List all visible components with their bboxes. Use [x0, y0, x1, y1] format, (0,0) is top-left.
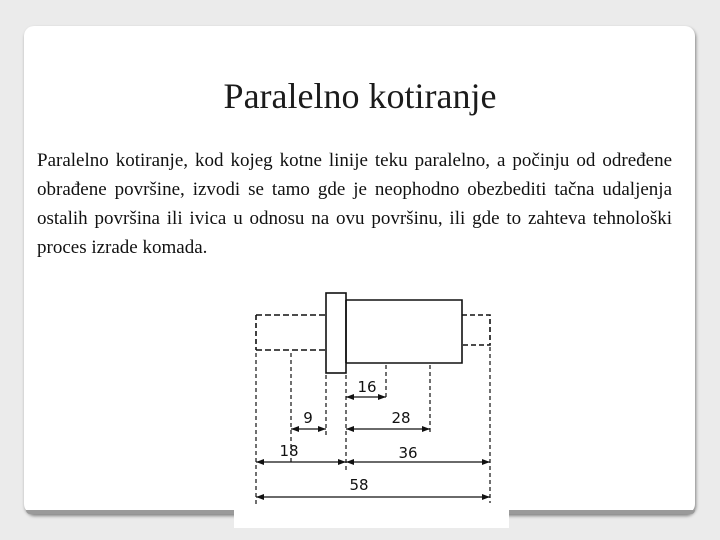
dimension-label-28: 28 — [391, 409, 411, 427]
slide-body-text: Paralelno kotiranje, kod kojeg kotne linije teku paralelno, a počinju od određene obrađene površine, izvodi se tamo gde je neophodno obezbediti tačna udaljenja ostalih površina ili ivica u odnosu na ovu površinu, ili gde to zahteva tehnološki proces izrade komada. — [37, 150, 672, 258]
slide-title: Paralelno kotiranje — [223, 76, 497, 116]
dimension-label-16: 16 — [357, 378, 377, 396]
technical-drawing — [234, 285, 509, 528]
dimension-label-18: 18 — [279, 442, 299, 460]
dimension-label-36: 36 — [398, 444, 418, 462]
dimension-label-58: 58 — [349, 476, 369, 494]
shaft-dimension-drawing — [234, 285, 509, 528]
dimension-label-9: 9 — [303, 409, 313, 427]
